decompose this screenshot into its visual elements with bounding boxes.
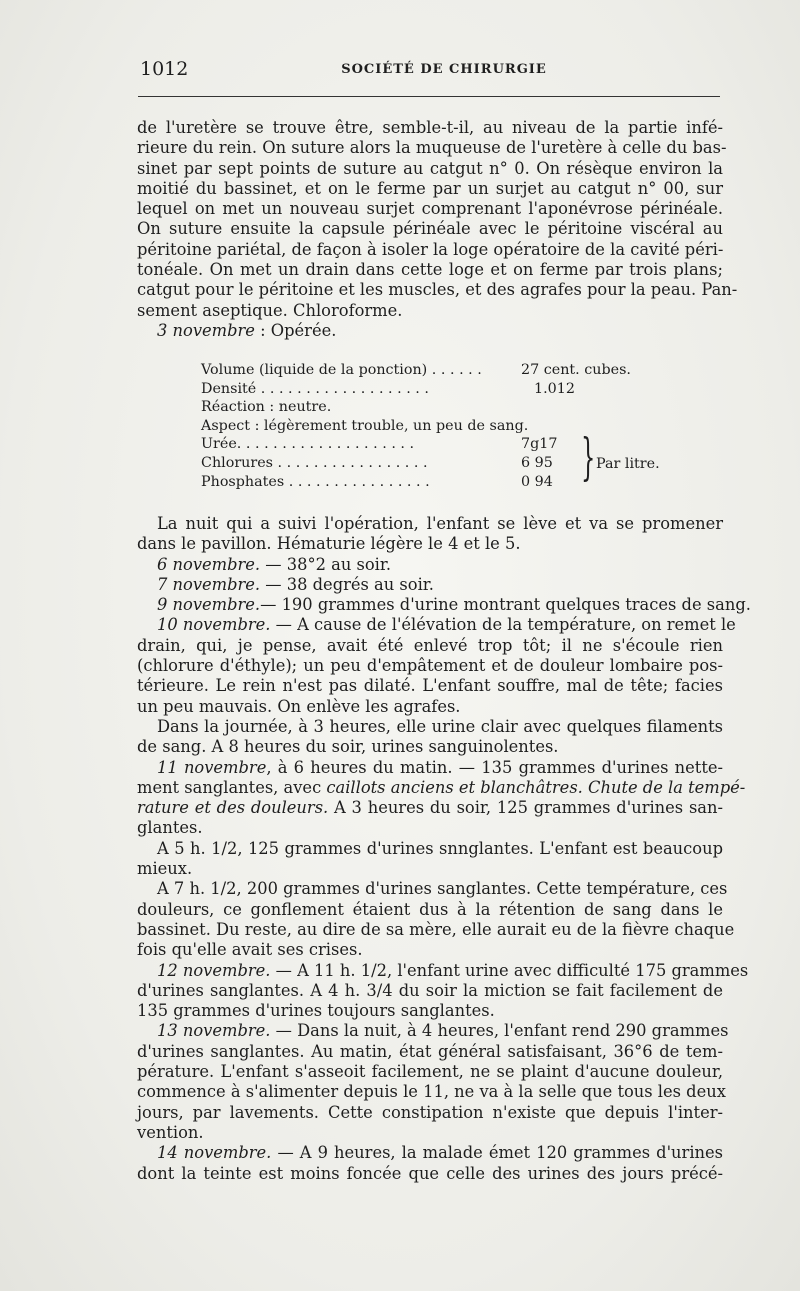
italic-text: 10 novembre. bbox=[157, 615, 271, 635]
analysis-label: Volume (liquide de la ponction) . . . . . . bbox=[201, 362, 482, 378]
text-line bbox=[137, 859, 723, 879]
text-line bbox=[137, 798, 723, 818]
text-line bbox=[137, 839, 723, 859]
analysis-row-uree bbox=[201, 435, 681, 454]
analysis-value: 1.012 bbox=[534, 380, 575, 397]
line-text: dans le pavillon. Hématurie légère le 4 et le 5. bbox=[137, 534, 521, 554]
line-text: La nuit qui a suivi l'opération, l'enfant se lève et va se promener bbox=[157, 514, 723, 533]
analysis-value: 6 95 bbox=[521, 454, 553, 471]
text-line: péritoine pariétal, de façon à isoler la loge opératoire de la cavité péri- bbox=[137, 239, 724, 259]
text-line bbox=[137, 1042, 723, 1062]
analysis-row-aspect bbox=[201, 417, 681, 436]
text-line bbox=[137, 900, 723, 920]
line-text: ment sanglantes, avec bbox=[137, 777, 327, 797]
line-text: — 38 degrés au soir. bbox=[260, 574, 434, 594]
text-line bbox=[137, 575, 723, 595]
line-text: drain, qui, je pense, avait été enlevé trop tôt; il ne s'écoule rien bbox=[137, 635, 723, 655]
entry-date: 3 novembre bbox=[157, 320, 255, 340]
text-line bbox=[137, 1164, 723, 1184]
text-line bbox=[137, 615, 736, 635]
text-line bbox=[137, 1123, 723, 1143]
text-line bbox=[137, 758, 723, 778]
italic-text: rature et des douleurs. bbox=[137, 798, 329, 818]
line-text: de sang. A 8 heures du soir, urines sanguinolentes. bbox=[137, 737, 559, 757]
line-text: d'urines sanglantes. Au matin, état général satisfaisant, 36°6 de tem- bbox=[137, 1041, 723, 1061]
analysis-row-volume bbox=[201, 361, 681, 380]
urine-analysis-table bbox=[201, 361, 681, 491]
text-line bbox=[137, 555, 723, 575]
italic-text: 9 novembre. bbox=[157, 595, 261, 615]
per-litre-label: Par litre. bbox=[596, 456, 660, 472]
entry-text: : Opérée. bbox=[254, 320, 337, 340]
analysis-row-densite bbox=[201, 380, 681, 399]
line-text: térieure. Le rein n'est pas dilaté. L'enfant souffre, mal de tête; facies bbox=[137, 676, 723, 696]
italic-text: 11 novembre bbox=[157, 757, 267, 777]
text-line: moitié du bassinet, et on le ferme par un surjet au catgut n° 00, sur bbox=[137, 178, 723, 198]
line-text: vention. bbox=[137, 1122, 204, 1142]
line-text: — A 9 heures, la malade émet 120 grammes d'urines bbox=[271, 1143, 724, 1163]
line-text: glantes. bbox=[137, 818, 203, 838]
analysis-label: Réaction : neutre. bbox=[201, 399, 332, 416]
line-text: A 7 h. 1/2, 200 grammes d'urines sanglantes. Cette température, ces bbox=[157, 879, 728, 899]
text-line: On suture ensuite la capsule périnéale avec le péritoine viscéral au bbox=[137, 219, 723, 239]
page-number: 1012 bbox=[140, 58, 189, 80]
header-rule bbox=[138, 96, 720, 97]
text-line: sement aseptique. Chloroforme. bbox=[137, 300, 403, 320]
text-line bbox=[137, 960, 749, 981]
text-line bbox=[137, 595, 751, 615]
text-line bbox=[137, 981, 723, 1001]
line-text: commence à s'alimenter depuis le 11, ne va à la selle que tous les deux bbox=[137, 1082, 726, 1102]
text-line: lequel on met un nouveau surjet comprenant l'aponévrose périnéale. bbox=[137, 199, 723, 219]
text-line bbox=[137, 737, 723, 757]
analysis-label: Densité . . . . . . . . . . . . . . . . . . . bbox=[201, 380, 429, 397]
italic-text: 13 novembre. bbox=[157, 1021, 271, 1041]
line-text: A 5 h. 1/2, 125 grammes d'urines snnglantes. L'enfant est beaucoup bbox=[157, 838, 723, 858]
text-line bbox=[137, 777, 746, 798]
line-text: mieux. bbox=[137, 859, 193, 879]
running-title: SOCIÉTÉ DE CHIRURGIE bbox=[341, 62, 547, 77]
analysis-row-phosphates bbox=[201, 473, 681, 492]
analysis-row-reaction bbox=[201, 398, 681, 417]
text-line bbox=[137, 1082, 726, 1102]
text-line bbox=[137, 1103, 723, 1123]
text-line bbox=[137, 717, 723, 737]
text-line: de l'uretère se trouve être, semble-t-il, au niveau de la partie infé- bbox=[137, 118, 723, 137]
italic-text: caillots anciens et blanchâtres. Chute de la tempé- bbox=[326, 777, 746, 797]
line-text: Dans la journée, à 3 heures, elle urine clair avec quelques filaments bbox=[157, 716, 723, 736]
line-text: — Dans la nuit, à 4 heures, l'enfant rend 290 grammes bbox=[270, 1021, 729, 1041]
text-line bbox=[137, 514, 723, 534]
line-text: d'urines sanglantes. A 4 h. 3/4 du soir la miction se fait facilement de bbox=[137, 980, 723, 1000]
italic-text: 7 novembre. bbox=[157, 574, 261, 594]
text-line bbox=[137, 1021, 729, 1041]
text-line: sinet par sept points de suture au catgut n° 0. On résèque environ la bbox=[137, 158, 723, 178]
line-text: 135 grammes d'urines toujours sanglantes. bbox=[137, 1001, 495, 1021]
analysis-label: Urée. . . . . . . . . . . . . . . . . . . . bbox=[201, 436, 415, 453]
text-line: rieure du rein. On suture alors la muqueuse de l'uretère à celle du bas- bbox=[137, 138, 727, 158]
text-line bbox=[137, 1143, 723, 1163]
entry-nov-3 bbox=[137, 321, 723, 341]
analysis-value: 7g17 bbox=[521, 436, 558, 453]
line-text: un peu mauvais. On enlève les agrafes. bbox=[137, 696, 461, 716]
text-line bbox=[137, 940, 723, 960]
text-line bbox=[137, 1001, 723, 1021]
line-text: douleurs, ce gonflement étaient dus à la rétention de sang dans le bbox=[137, 899, 723, 919]
line-text: bassinet. Du reste, au dire de sa mère, elle aurait eu de la fièvre chaque bbox=[137, 919, 735, 939]
page-header bbox=[138, 58, 720, 84]
line-text: A 3 heures du soir, 125 grammes d'urines san- bbox=[328, 798, 723, 818]
italic-text: 6 novembre. bbox=[157, 554, 261, 574]
italic-text: 14 novembre. bbox=[157, 1143, 272, 1163]
text-line bbox=[137, 879, 728, 899]
analysis-label: Chlorures . . . . . . . . . . . . . . . . . bbox=[201, 454, 428, 471]
line-text: — A cause de l'élévation de la température, on remet le bbox=[270, 615, 736, 635]
analysis-value: 27 cent. cubes. bbox=[521, 362, 631, 378]
text-line bbox=[137, 636, 723, 656]
paragraph-daily-notes bbox=[137, 514, 751, 1184]
text-line bbox=[137, 676, 723, 696]
text-line bbox=[137, 697, 723, 717]
paragraph-opening bbox=[137, 118, 738, 341]
line-text: pérature. L'enfant s'asseoit facilement, ne se plaint d'aucune douleur, bbox=[137, 1062, 723, 1082]
line-text: — A 11 h. 1/2, l'enfant urine avec difficulté 175 grammes bbox=[270, 960, 749, 980]
text-line bbox=[137, 534, 723, 554]
line-text: — 190 grammes d'urine montrant quelques traces de sang. bbox=[260, 595, 751, 615]
analysis-label: Phosphates . . . . . . . . . . . . . . . . bbox=[201, 473, 430, 490]
italic-text: 12 novembre. bbox=[157, 960, 271, 980]
text-line bbox=[137, 818, 723, 838]
line-text: dont la teinte est moins foncée que celle des urines des jours précé- bbox=[137, 1163, 723, 1183]
brace-symbol: } bbox=[581, 428, 596, 486]
text-line: tonéale. On met un drain dans cette loge et on ferme par trois plans; bbox=[137, 260, 723, 280]
line-text: — 38°2 au soir. bbox=[260, 554, 392, 574]
line-text: jours, par lavements. Cette constipation n'existe que depuis l'inter- bbox=[137, 1102, 723, 1122]
text-line bbox=[137, 1062, 723, 1082]
line-text: , à 6 heures du matin. — 135 grammes d'urines nette- bbox=[266, 757, 723, 777]
text-line bbox=[137, 656, 723, 676]
text-line bbox=[137, 919, 735, 940]
text-line: catgut pour le péritoine et les muscles, et des agrafes pour la peau. Pan- bbox=[137, 280, 738, 300]
line-text: fois qu'elle avait ses crises. bbox=[137, 940, 363, 960]
line-text: (chlorure d'éthyle); un peu d'empâtement et de douleur lombaire pos- bbox=[137, 656, 723, 676]
analysis-value: 0 94 bbox=[521, 473, 553, 490]
analysis-label: Aspect : légèrement trouble, un peu de sang. bbox=[201, 417, 529, 434]
